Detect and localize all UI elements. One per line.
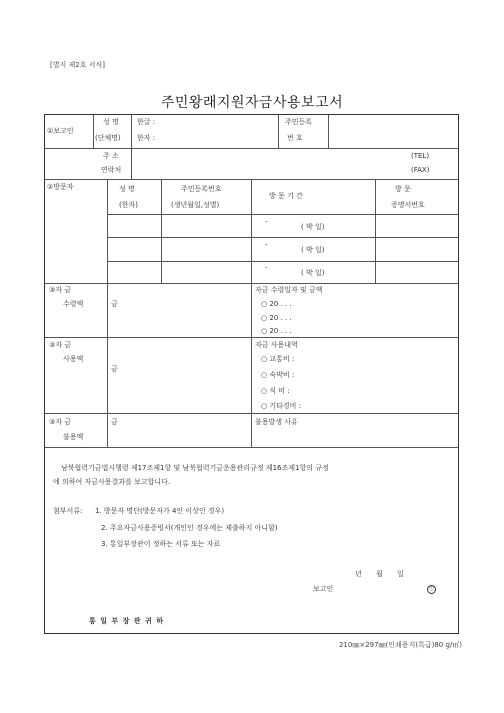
address-label: 주 소 — [103, 152, 119, 160]
period-dash: - — [265, 241, 268, 249]
col-name: 성 명 — [119, 185, 135, 193]
row-divider — [107, 237, 458, 238]
col-divider — [107, 179, 108, 447]
paper-spec: 210㎜×297㎜(인쇄용지(특급)80 g/㎡) — [338, 641, 462, 649]
hangul-label: 한글 : — [137, 118, 156, 126]
col-regno: 주민등록번호 — [181, 185, 222, 193]
statement-line: 남북협력기금법시행령 제17조제1항 및 남북협력기금운용관리규정 제16조제1항의 규정 — [61, 464, 329, 472]
remaining-reason: 불용발생 사유 — [255, 418, 298, 426]
col-period: 방 문 기 간 — [269, 192, 303, 200]
received-label: ③자 금 — [49, 286, 72, 294]
addressee: 통 일 부 장 관 귀 하 — [89, 617, 164, 625]
remaining-label: ③자 금 — [49, 418, 72, 426]
regno-label: 주민등록 — [285, 118, 313, 126]
org-name-label: (단체명) — [95, 134, 121, 142]
fax-label: (FAX) — [411, 166, 430, 174]
received-date-header: 자금 수령일자 및 금액 — [255, 286, 323, 294]
row-divider — [107, 214, 458, 215]
used-item: ○ 숙박비 : — [261, 371, 295, 379]
col-divider — [375, 179, 376, 283]
col-divider — [278, 115, 279, 148]
regno-label-2: 번 호 — [287, 134, 303, 142]
col-divider — [131, 115, 132, 179]
col-name-hanja: (한자) — [119, 201, 138, 209]
attachment-item: 3. 통일부장관이 정하는 서류 또는 자료 — [101, 540, 221, 548]
visitor-label: ②방문자 — [47, 183, 74, 191]
col-divider — [161, 179, 162, 283]
col-regno-detail: (생년월일,성별) — [171, 201, 220, 209]
used-item: ○ 교통비 : — [261, 355, 295, 363]
attachment-item: 2. 주요자금사용증빙서(개인인 경우에는 제출하지 아니함) — [101, 524, 278, 532]
seal-mark — [427, 584, 436, 594]
received-date: ○ 20 . . . — [261, 314, 292, 322]
remaining-amount: 금 — [111, 418, 118, 426]
col-cert: 방 문 — [395, 185, 411, 193]
attachments-label: 첨부서류: — [53, 507, 83, 515]
used-label-2: 사용액 — [63, 355, 84, 363]
received-date: ○ 20 . . . — [261, 300, 292, 308]
used-amount: 금 — [111, 365, 118, 373]
report-form — [44, 114, 459, 634]
attachment-item: 1. 방문자 명단(방문자가 4인 이상인 경우) — [95, 507, 225, 515]
col-cert-number: 증명서번호 — [391, 201, 425, 209]
hanja-label: 한자 : — [137, 134, 156, 142]
used-item: ○ 기타경비 : — [261, 402, 301, 410]
col-divider — [251, 179, 252, 447]
period-nights: ( 박 일) — [301, 246, 325, 254]
row-divider — [45, 148, 458, 149]
contact-label: 연락처 — [101, 166, 122, 174]
form-number: [별지 제2호 서식] — [50, 61, 105, 69]
document-title: 주민왕래지원자금사용보고서 — [160, 95, 344, 111]
received-label-2: 수령액 — [63, 300, 84, 308]
row-divider — [45, 447, 458, 448]
reporter-label: ①보고인 — [47, 127, 74, 135]
col-divider — [93, 115, 94, 148]
received-amount: 금 — [111, 300, 118, 308]
remaining-label-2: 불용액 — [63, 433, 84, 441]
used-detail-header: 자금 사용내역 — [255, 341, 298, 349]
seal-icon: 인 — [427, 585, 436, 594]
row-divider — [107, 261, 458, 262]
signature-date: 년 월 일 — [355, 570, 404, 578]
used-item: ○ 식 비 : — [261, 387, 290, 395]
period-dash: - — [265, 218, 268, 226]
statement-line: 에 의하여 자금사용결과를 보고합니다. — [53, 478, 171, 486]
signature-reporter: 보고인 — [313, 585, 334, 593]
tel-label: (TEL) — [411, 152, 430, 160]
col-divider — [328, 115, 329, 148]
period-nights: ( 박 일) — [301, 223, 325, 231]
name-label: 성 명 — [103, 118, 119, 126]
period-dash: - — [265, 264, 268, 272]
used-label: ③자 금 — [49, 341, 72, 349]
received-date: ○ 20 . . . — [261, 327, 292, 335]
period-nights: ( 박 일) — [301, 269, 325, 277]
